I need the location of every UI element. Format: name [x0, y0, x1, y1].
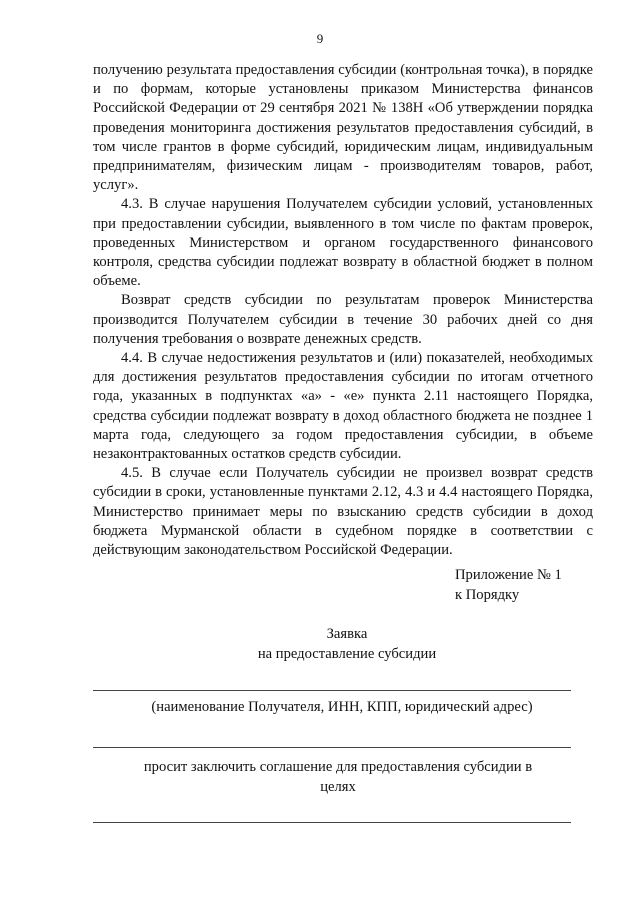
paragraph-4-5: 4.5. В случае если Получатель субсидии не произвел возврат средств субсидии в сроки, установленные пунктами 2.12, 4.3 и 4.4 настоящего Порядка, Министерство принимает меры по взысканию средств субсидии в доход бюджета Мурманской области в судебном порядке в соответствии с действующим законодательством Российской Федерации. [93, 465, 593, 559]
purpose-line [93, 822, 571, 823]
paragraph-4-3: 4.3. В случае нарушения Получателем субсидии условий, установленных при предоставлении субсидии, выявленного в том числе по фактам проверок, проведенных Министерством и органом государственного финансового контроля, средства субсидии подлежат возврату в областной бюджет в полном объеме. [93, 196, 593, 290]
request-text [0, 757, 640, 797]
application-subtitle: на предоставление субсидии [257, 646, 437, 662]
appendix-number: Приложение № 1 [455, 567, 562, 583]
field-caption: (наименование Получателя, ИНН, КПП, юридический адрес) [151, 699, 533, 715]
page-number: 9 [316, 31, 324, 46]
blank-line [93, 747, 571, 748]
application-title: Заявка [326, 626, 368, 642]
recipient-caption [0, 697, 640, 717]
request-line-2: целях [320, 779, 356, 795]
document-body [93, 61, 593, 560]
application-title-block [0, 624, 640, 664]
request-line-1: просит заключить соглашение для предоставления субсидии в [143, 759, 533, 775]
paragraph-refund: Возврат средств субсидии по результатам проверок Министерства производится Получателем субсидии в течение 30 рабочих дней со дня получения требования о возврате денежных средств. [93, 292, 593, 347]
recipient-name-line [93, 690, 571, 691]
paragraph-4-4: 4.4. В случае недостижения результатов и (или) показателей, необходимых для достижения результатов предоставления субсидии по итогам отчетного года, указанных в подпунктах «а» - «е» пункта 2.11 настоящего Порядка, средства субсидии подлежат возврату в доход областного бюджета не позднее 1 марта года, следующего за годом предоставления субсидии, в объеме незаконтрактованных остатков средств субсидии. [93, 350, 593, 463]
appendix-reference: к Порядку [455, 587, 520, 603]
appendix-heading [455, 565, 562, 605]
paragraph-continuation: получению результата предоставления субсидии (контрольная точка), в порядке и по формам, которые установлены приказом Министерства финансов Российской Федерации от 29 сентября 2021 № 138Н «Об утверждении порядка проведения мониторинга достижения результатов предоставления субсидий, в том числе грантов в форме субсидий, юридическим лицам, индивидуальным предпринимателям, физическим лицам - производителям товаров, работ, услуг». [93, 62, 593, 194]
